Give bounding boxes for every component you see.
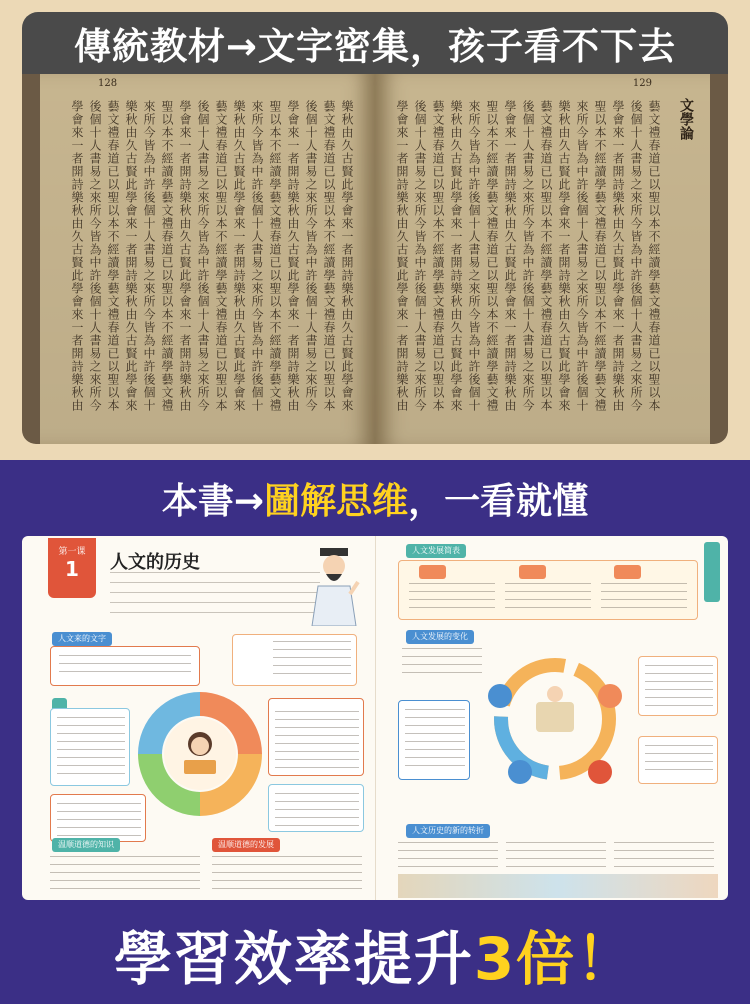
left-bottom-label-2: 温顺道德的发展 [212,838,280,852]
bottom-banner-highlight: 圖解思维 [264,480,409,522]
old-book-text-column: 來所今皆為中許後個十人書易之來所今皆為中許後個十 [467,100,481,412]
illustrated-book-spread [22,536,728,900]
right-mid-text [402,648,482,678]
old-book-text-column: 來所今皆為中許後個十人書易之來所今皆為中許後個十 [575,100,589,412]
old-book-text-column: 學會來一者開詩樂秋由久古賢此學會來一者開詩樂秋由 [503,100,517,412]
old-book-text-column: 樂秋由久古賢此學會來一者開詩樂秋由久古賢此學會來 [232,100,246,412]
old-book-text-column: 後個十人書易之來所今皆為中許後個十人書易之來所今 [521,100,535,412]
right-right-textbox-1 [638,656,718,716]
bottom-slogan [0,904,750,1004]
old-book-text-column: 藝文禮春道已以聖以本不經讀學藝文禮春道已以聖以本 [106,100,120,412]
old-book-text-column: 樂秋由久古賢此學會來一者開詩樂秋由久古賢此學會來 [340,100,354,412]
old-book-text-column: 樂秋由久古賢此學會來一者開詩樂秋由久古賢此學會來 [557,100,571,412]
lesson-tag [48,538,96,598]
right-bottom-label: 人文历史的新的转折 [406,824,490,838]
page-number-left: 128 [98,78,118,89]
right-bottom-illustration-strip [398,874,718,898]
right-top-panel [398,560,698,620]
right-top-col-3 [614,565,641,579]
top-banner-text: 傳統教材→文字密集，孩子看不下去 [73,25,676,68]
right-bottom-text-1 [398,842,498,868]
left-bottom-label-1: 温顺道德的知识 [52,838,120,852]
old-book-text-column: 聖以本不經讀學藝文禮春道已以聖以本不經讀學藝文禮 [160,100,174,412]
old-book-text-column: 樂秋由久古賢此學會來一者開詩樂秋由久古賢此學會來 [124,100,138,412]
top-banner [22,12,728,74]
old-book-text-column: 藝文禮春道已以聖以本不經讀學藝文禮春道已以聖以本 [322,100,336,412]
old-book-text-column: 後個十人書易之來所今皆為中許後個十人書易之來所今 [304,100,318,412]
left-bottom-text-1 [50,856,200,896]
old-book-text-column: 藝文禮春道已以聖以本不經讀學藝文禮春道已以聖以本 [539,100,553,412]
lesson-tag-number: 1 [65,557,79,581]
right-side-tab [704,542,720,602]
bottom-banner [0,460,750,536]
old-book-text-column: 學會來一者開詩樂秋由久古賢此學會來一者開詩樂秋由 [395,100,409,412]
left-mid-textbox-2 [268,698,364,776]
old-textbook-photo [22,74,728,444]
spread-left-page [22,536,375,900]
bottom-banner-suffix: ，一看就懂 [408,480,589,522]
old-book-text-column: 聖以本不經讀學藝文禮春道已以聖以本不經讀學藝文禮 [593,100,607,412]
old-book-text-column: 樂秋由久古賢此學會來一者開詩樂秋由久古賢此學會來 [449,100,463,412]
slogan-prefix: 學習效率提升 [113,925,474,993]
right-right-textbox-2 [638,736,718,784]
left-top-right-textbox [232,634,357,686]
right-top-col-1 [419,565,446,579]
old-book-text-column: 藝文禮春道已以聖以本不經讀學藝文禮春道已以聖以本 [647,100,661,412]
left-mid-textbox-1 [50,708,130,786]
old-book-left-page [40,74,375,444]
left-lower-textbox-1 [50,794,146,842]
lesson-title: 人文的历史 [110,552,200,573]
bottom-banner-prefix: 本書→ [161,480,265,522]
cycle-diagram-right [480,644,630,794]
old-book-text-column: 學會來一者開詩樂秋由久古賢此學會來一者開詩樂秋由 [70,100,84,412]
lesson-intro-text [110,572,320,620]
right-top-col-2 [519,565,546,579]
left-top-textbox [50,646,200,686]
old-book-text-column: 學會來一者開詩樂秋由久古賢此學會來一者開詩樂秋由 [611,100,625,412]
left-lower-textbox-2 [268,784,364,832]
old-book-text-column: 藝文禮春道已以聖以本不經讀學藝文禮春道已以聖以本 [214,100,228,412]
right-top-label: 人文发展简表 [406,544,466,558]
old-book-text-column: 聖以本不經讀學藝文禮春道已以聖以本不經讀學藝文禮 [485,100,499,412]
spread-right-page [375,536,728,900]
old-book-text-column: 來所今皆為中許後個十人書易之來所今皆為中許後個十 [250,100,264,412]
old-book-text-column: 後個十人書易之來所今皆為中許後個十人書易之來所今 [629,100,643,412]
old-book-text-column: 後個十人書易之來所今皆為中許後個十人書易之來所今 [413,100,427,412]
lesson-tag-label: 第一课 [58,547,86,557]
old-book-text-column: 藝文禮春道已以聖以本不經讀學藝文禮春道已以聖以本 [431,100,445,412]
left-section-label: 人文来的文字 [52,632,112,646]
old-book-text-column: 後個十人書易之來所今皆為中許後個十人書易之來所今 [196,100,210,412]
right-bottom-text-2 [506,842,606,868]
right-bottom-text-3 [614,842,714,868]
old-book-text-column: 後個十人書易之來所今皆為中許後個十人書易之來所今 [88,100,102,412]
old-book-text-column: 學會來一者開詩樂秋由久古賢此學會來一者開詩樂秋由 [286,100,300,412]
cycle-diagram-left [130,684,270,824]
slogan-highlight: 3倍！ [473,925,637,993]
old-book-text-column: 學會來一者開詩樂秋由久古賢此學會來一者開詩樂秋由 [178,100,192,412]
old-book-text-column: 來所今皆為中許後個十人書易之來所今皆為中許後個十 [142,100,156,412]
old-book-text-column: 聖以本不經讀學藝文禮春道已以聖以本不經讀學藝文禮 [268,100,282,412]
chapter-title: 文學論 [678,98,694,140]
page-number-right: 129 [632,78,652,89]
right-mid-label: 人文发展的变化 [406,630,474,644]
old-book-right-page [375,74,710,444]
left-bottom-text-2 [212,856,362,896]
right-left-textbox [398,700,470,780]
teacher-illustration [308,546,360,626]
